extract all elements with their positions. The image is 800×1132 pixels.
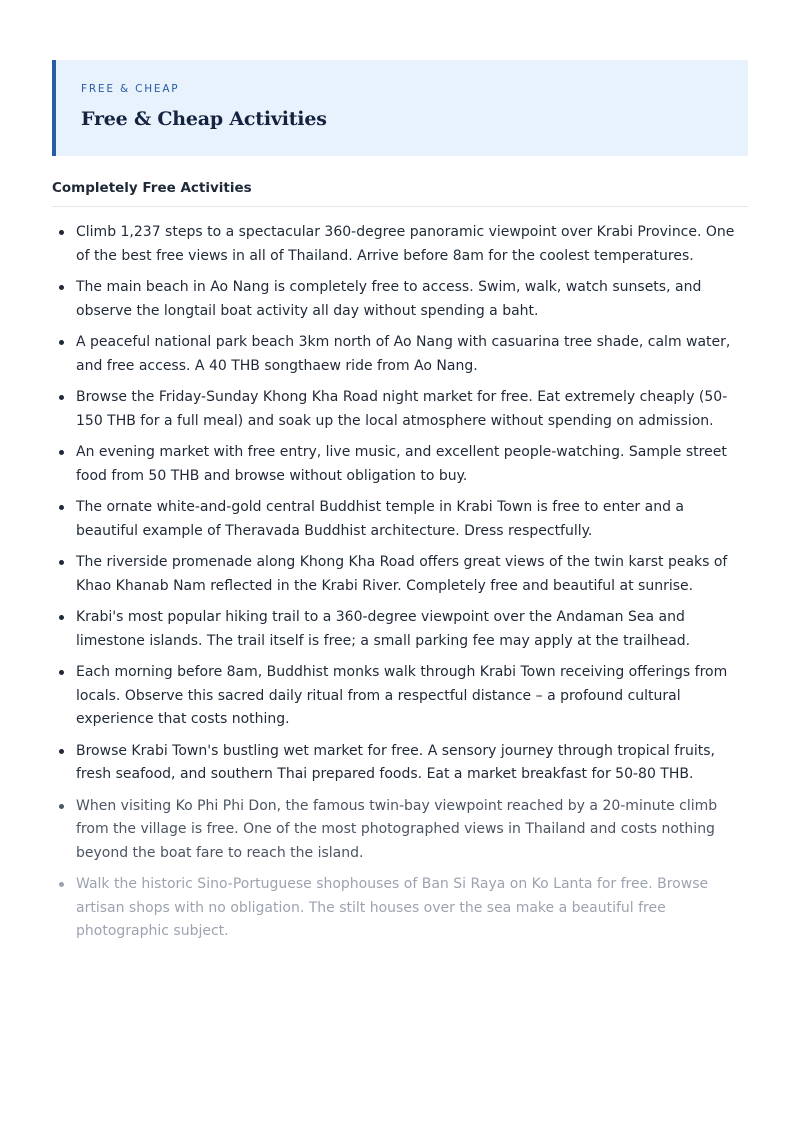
activity-text: Walk the historic Sino-Portuguese shophouses of Ban Si Raya on Ko Lanta for free. Browse artisan shops with no obligation. The stilt houses over the sea make a beautiful free photographic subject. [76, 876, 709, 939]
bullet-icon [59, 450, 64, 455]
activity-item [52, 795, 748, 866]
bullet-icon [59, 749, 64, 754]
activity-item [52, 276, 748, 323]
activity-text: A peaceful national park beach 3km north of Ao Nang with casuarina tree shade, calm water, and free access. A 40 THB songthaew ride from Ao Nang. [76, 334, 731, 374]
activity-item [52, 441, 748, 488]
bullet-icon [59, 670, 64, 675]
activity-text: Climb 1,237 steps to a spectacular 360-degree panoramic viewpoint over Krabi Province. One of the best free views in all of Thailand. Arrive before 8am for the coolest temperatures. [76, 224, 735, 264]
bullet-icon [59, 804, 64, 809]
activity-item [52, 606, 748, 653]
page-title: Free & Cheap Activities [81, 108, 327, 130]
activity-text: Browse the Friday-Sunday Khong Kha Road night market for free. Eat extremely cheaply (50-150 THB for a full meal) and soak up the local atmosphere without spending on admission. [76, 389, 728, 429]
activity-text: When visiting Ko Phi Phi Don, the famous twin-bay viewpoint reached by a 20-minute climb from the village is free. One of the most photographed views in Thailand and costs nothing beyond the boat fare to reach the island. [76, 797, 718, 861]
activity-item [52, 496, 748, 543]
bullet-icon [59, 230, 64, 235]
page-content [52, 60, 748, 952]
activity-item [52, 331, 748, 378]
subsection-heading: Completely Free Activities [52, 179, 748, 207]
section-eyebrow: FREE & CHEAP [81, 83, 180, 95]
bullet-icon [59, 285, 64, 290]
bullet-icon [59, 505, 64, 510]
activity-text: An evening market with free entry, live music, and excellent people-watching. Sample street food from 50 THB and browse without obligation to buy. [76, 444, 727, 484]
activity-text: Krabi's most popular hiking trail to a 360-degree viewpoint over the Andaman Sea and limestone islands. The trail itself is free; a small parking fee may apply at the trailhead. [76, 609, 691, 649]
activity-text: Browse Krabi Town's bustling wet market for free. A sensory journey through tropical fruits, fresh seafood, and southern Thai prepared foods. Eat a market breakfast for 50-80 THB. [76, 742, 715, 782]
bullet-icon [59, 882, 64, 887]
activity-list [52, 221, 748, 944]
activity-text: The riverside promenade along Khong Kha Road offers great views of the twin karst peaks of Khao Khanab Nam reflected in the Krabi River. Completely free and beautiful at sunrise. [76, 554, 728, 594]
bullet-icon [59, 560, 64, 565]
activity-item [52, 551, 748, 598]
activity-item [52, 221, 748, 268]
activity-text: The main beach in Ao Nang is completely free to access. Swim, walk, watch sunsets, and observe the longtail boat activity all day without spending a baht. [76, 279, 702, 319]
activity-item [52, 873, 748, 944]
bullet-icon [59, 395, 64, 400]
activity-item [52, 386, 748, 433]
bullet-icon [59, 615, 64, 620]
bullet-icon [59, 340, 64, 345]
section-header-card [52, 60, 748, 156]
activity-item [52, 661, 748, 732]
activity-text: The ornate white-and-gold central Buddhist temple in Krabi Town is free to enter and a beautiful example of Theravada Buddhist architecture. Dress respectfully. [76, 499, 685, 539]
activity-item [52, 740, 748, 787]
activity-text: Each morning before 8am, Buddhist monks walk through Krabi Town receiving offerings from locals. Observe this sacred daily ritual from a respectful distance – a profound cultural experience that costs nothing. [76, 664, 728, 727]
